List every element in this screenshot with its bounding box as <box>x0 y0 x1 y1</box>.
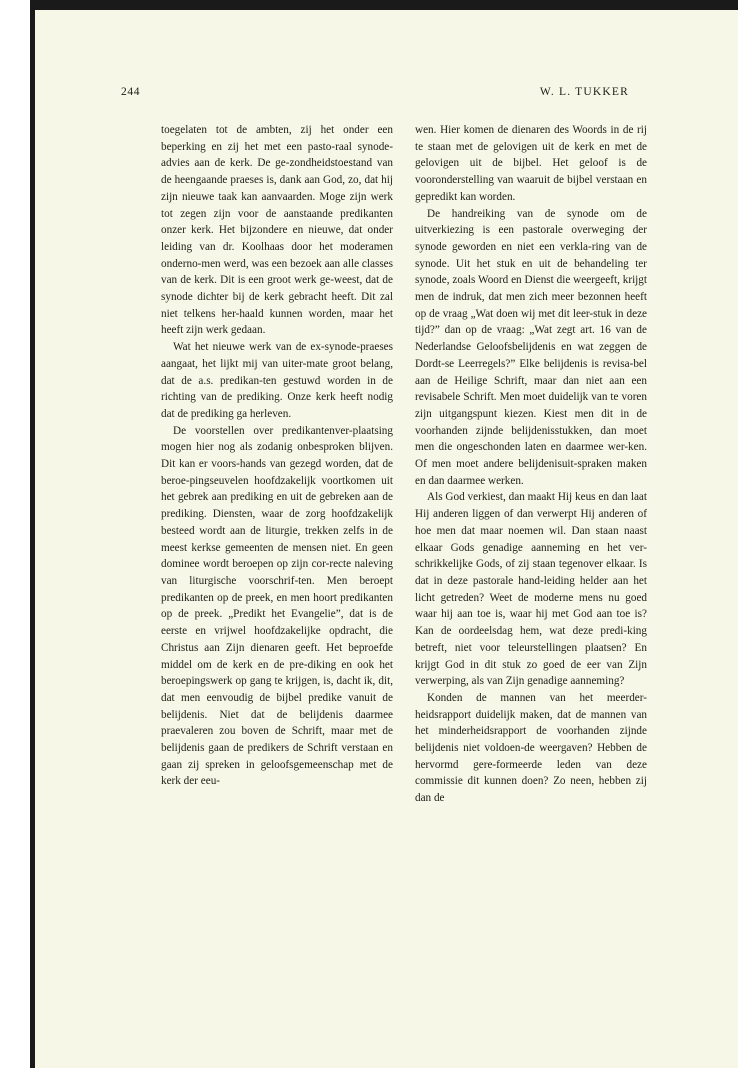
left-column <box>161 122 393 790</box>
page-number: 244 <box>121 86 141 98</box>
paragraph: toegelaten tot de ambten, zij het onder een beperking en zij het met een pasto-raal synode-advies aan de kerk. De ge-zondheidstoestand van de heengaande praeses is, dank aan God, zo, dat hij zijn nieuwe taak kan aanvaarden. Moge zijn werk tot zegen zijn voor de aanstaande predikanten onzer kerk. Het bijzondere en nieuwe, dat onder leiding van dr. Koolhaas door het moderamen onderno-men werd, was een bezoek aan alle classes van de kerk. Dit is een groot werk ge-weest, dat de synode dichter bij de kerk gebracht heeft. Dit zal niet telkens her-haald kunnen worden, maar het heeft zijn werk gedaan. <box>161 124 393 337</box>
scan-border-top <box>30 0 738 10</box>
paragraph: De voorstellen over predikantenver-plaatsing mogen hier nog als zodanig onbesproken blijven. Dit kan er voors-hands van gezegd worden, dat de beroe-pingseuvelen hoofdzakelijk voortkomen uit het gebrek aan prediking en uit de gebreken aan de prediking. Diensten, waar de zorg hoofdzakelijk besteed wordt aan de liturgie, trekken zelfs in de meest kerkse gemeenten de mensen niet. En geen dominee wordt beroepen op zijn cor-recte naleving van liturgische voorschrif-ten. Men beroept predikanten op de preek, en men hoort predikanten op de preek. „Predikt het Evangelie”, dat is de eerste en vrijwel hoofdzakelijke opdracht, die Christus aan Zijn dienaren geeft. Het beproefde middel om de kerk en de pre-diking en ook het beroepingswerk op gang te krijgen, is, dacht ik, dit, dat men eenvoudig de bijbel predike vanuit de belijdenis. Niet dat de belijdenis daarmee praevaleren zou boven de Schrift, maar met de belijdenis gaan de predikers de Schrift verstaan en gaan zij spreken in geloofsgemeenschap met de kerk der eeu- <box>161 424 393 788</box>
paragraph: De handreiking van de synode om de uitverkiezing is een pastorale overweging der synode geworden en niet een verkla-ring van de synode. Uit het stuk en uit de behandeling ter synode, zoals Woord en Dienst die weergeeft, krijgt men de indruk, dat men zich meer bezonnen heeft op de vraag „Wat doen wij met dit leer-stuk in deze tijd?” dan op de vraag: „Wat zegt art. 16 van de Nederlandse Geloofsbelijdenis en wat zeggen de Dordt-se Leerregels?” Elke belijdenis is revisa-bel aan de Heilige Schrift, maar dan niet aan een revisabele Schrift. Men moet duidelijk van te voren zijn uitgangspunt kiezen. Kiest men dit in de voorhanden zijnde belijdenisstukken, dan moet men die ongeschonden laten en daarmee wer-ken. Of men moet andere belijdenisuit-spraken maken en dan daarmee werken. <box>415 207 647 487</box>
paragraph: wen. Hier komen de dienaren des Woords in de rij te staan met de gelovigen uit de kerk en met de gelovigen uit de bijbel. Het geloof is de vooronderstelling van waaruit de bijbel verstaan en gepredikt kan worden. <box>415 124 647 203</box>
running-head: W. L. TUKKER <box>539 86 629 98</box>
paragraph: Konden de mannen van het meerder-heidsrapport duidelijk maken, dat de mannen van het minderheidsrapport de voorhanden zijnde belijdenis niet voldoen-de weergaven? Hebben de hervormd gere-formeerde leden van deze commissie dit kunnen doen? Zo neen, hebben zij dan de <box>415 691 647 805</box>
paragraph: Wat het nieuwe werk van de ex-synode-praeses aangaat, het lijkt mij van uiter-mate groot belang, dat de a.s. predikan-ten gestuwd worden in de richting van de prediking. Onze kerk heeft nodig dat de prediking ga herleven. <box>161 341 393 420</box>
paragraph: Als God verkiest, dan maakt Hij keus en dan laat Hij anderen liggen of dan verwerpt Hij anderen of hoe men dat maar noemen wil. Dan staan naast elkaar Gods genadige aanneming en het ver-schrikkelijke Gods, of zij staan tegenover elkaar. Is dat in deze pastorale hand-leiding helder aan het licht getreden? Weet de moderne mens nu goed waar hij aan toe is, waar hij met God aan toe is? Kan de oordeelsdag hem, wat deze predi-king betreft, niet voor teleurstellingen plaatsen? En krijgt God in dit stuk zo goed de eer van Zijn verwerping, als van Zijn genadige aanneming? <box>415 491 647 688</box>
page-header <box>107 86 629 102</box>
right-column <box>415 122 647 807</box>
